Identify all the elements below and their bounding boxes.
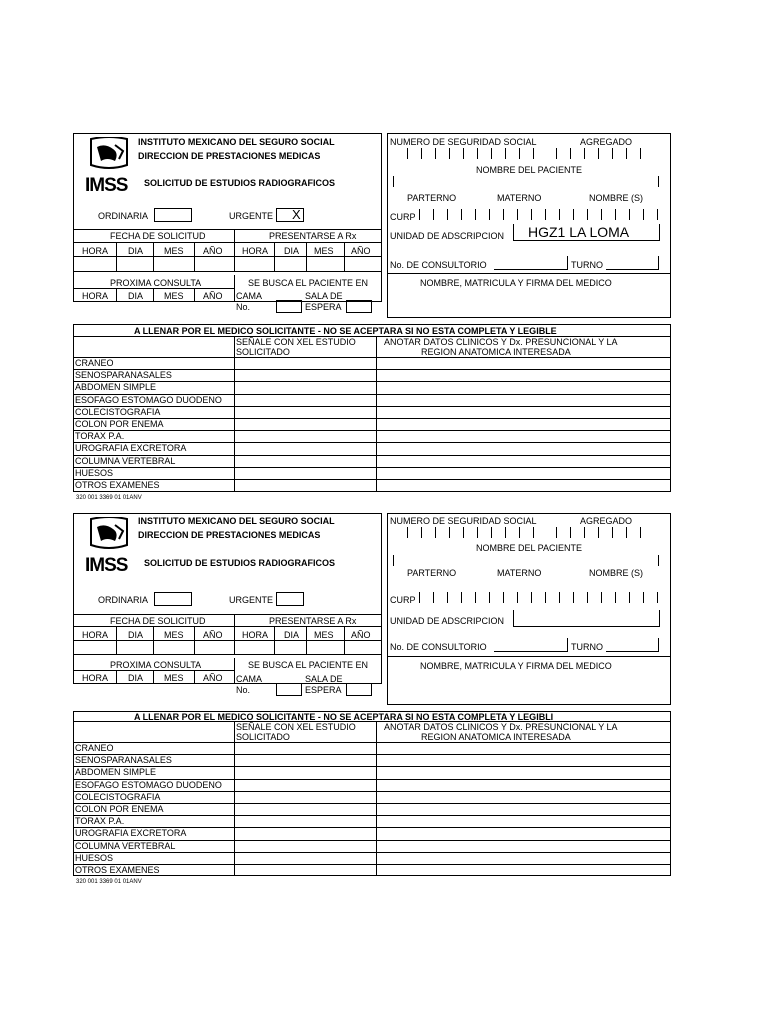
consultorio-input[interactable] — [494, 256, 568, 270]
nss-boxes[interactable] — [407, 527, 547, 538]
studies-col2-l2: SOLICITADO — [236, 732, 290, 742]
anio-label: AÑO — [203, 630, 223, 640]
study-label: COLECISTOGRAFIA — [75, 406, 161, 417]
study-label: ABDOMEN SIMPLE — [75, 767, 157, 778]
study-label: CRANEO — [75, 743, 114, 753]
studies-col3-l2: REGION ANATOMICA INTERESADA — [421, 347, 571, 357]
mes-label: MES — [314, 630, 334, 640]
materno-label: MATERNO — [497, 193, 542, 203]
study-label: COLECISTOGRAFIA — [75, 791, 161, 802]
cama-input[interactable] — [276, 300, 302, 313]
presentarse-label: PRESENTARSE A Rx — [269, 616, 357, 626]
logo-text: IMSS — [85, 175, 128, 196]
study-label: CRANEO — [75, 358, 114, 368]
cama-label: CAMA — [236, 674, 263, 684]
study-notes-cell[interactable] — [377, 742, 670, 754]
studies-col2-l2: SOLICITADO — [236, 347, 290, 357]
nss-label: NUMERO DE SEGURIDAD SOCIAL — [390, 137, 537, 147]
study-select-cell[interactable] — [235, 742, 376, 754]
sala-input[interactable] — [346, 300, 372, 313]
study-notes-cell[interactable] — [377, 357, 670, 369]
paterno-label: PARTERNO — [407, 193, 457, 203]
dia-label: DIA — [128, 673, 144, 683]
study-label: OTROS EXAMENES — [75, 480, 160, 490]
study-notes-cell[interactable] — [377, 779, 670, 791]
turno-label: TURNO — [571, 642, 603, 652]
form-title: SOLICITUD DE ESTUDIOS RADIOGRAFICOS — [144, 178, 336, 188]
no-label: No. — [236, 685, 251, 695]
curp-label: CURP — [390, 212, 416, 222]
form-code: 320 001 3369 01 01ANV — [76, 879, 142, 885]
study-label: TORAX P.A. — [75, 431, 125, 442]
presentarse-label: PRESENTARSE A Rx — [269, 231, 357, 241]
study-label: UROGRAFIA EXCRETORA — [75, 828, 187, 839]
hora-label: HORA — [82, 291, 109, 301]
study-label: TORAX P.A. — [75, 816, 125, 827]
study-select-cell[interactable] — [235, 803, 376, 815]
nombre-input[interactable] — [393, 176, 659, 187]
nombre-label: NOMBRE DEL PACIENTE — [476, 543, 583, 553]
study-notes-cell[interactable] — [377, 791, 670, 803]
study-select-cell[interactable] — [235, 864, 376, 876]
hora-label: HORA — [82, 673, 109, 683]
mes-label: MES — [164, 246, 184, 256]
direction-name: DIRECCION DE PRESTACIONES MEDICAS — [138, 151, 321, 161]
form-1 — [0, 0, 768, 501]
study-select-cell[interactable] — [235, 815, 376, 827]
consultorio-label: No. DE CONSULTORIO — [390, 642, 487, 652]
study-select-cell[interactable] — [235, 766, 376, 778]
urgente-label: URGENTE — [229, 211, 274, 221]
proxima-consulta-label: PROXIMA CONSULTA — [110, 278, 202, 288]
form-code: 320 001 3369 01 01ANV — [76, 495, 142, 501]
study-label: HUESOS — [75, 852, 114, 863]
fecha-solicitud-label: FECHA DE SOLICITUD — [110, 616, 206, 626]
studies-col3-l1: ANOTAR DATOS CLINICOS Y Dx. PRESUNCIONAL Y LA — [384, 337, 618, 347]
hora-label: HORA — [242, 246, 269, 256]
mes-label: MES — [164, 673, 184, 683]
fecha-solicitud-label: FECHA DE SOLICITUD — [110, 231, 206, 241]
study-select-cell[interactable] — [235, 840, 376, 852]
unidad-label: UNIDAD DE ADSCRIPCION — [390, 231, 505, 241]
study-notes-cell[interactable] — [377, 840, 670, 852]
unidad-value: HGZ1 LA LOMA — [528, 224, 630, 240]
study-label: OTROS EXAMENES — [75, 865, 160, 875]
institution-name: INSTITUTO MEXICANO DEL SEGURO SOCIAL — [138, 516, 335, 526]
unidad-input[interactable] — [513, 610, 660, 627]
studies-header: A LLENAR POR EL MEDICO SOLICITANTE - NO SE ACEPTARA SI NO ESTA COMPLETA Y LEGIBLE — [134, 326, 557, 336]
study-label: COLUMNA VERTEBRAL — [75, 840, 176, 851]
form-2 — [0, 380, 768, 885]
urgente-checkbox[interactable] — [276, 592, 304, 606]
busca-paciente-label: SE BUSCA EL PACIENTE EN — [248, 660, 369, 670]
cama-label: CAMA — [236, 291, 263, 301]
sala-label: SALA DE — [305, 291, 343, 301]
ordinaria-label: ORDINARIA — [98, 595, 149, 605]
dia-label: DIA — [284, 246, 300, 256]
proxima-consulta-label: PROXIMA CONSULTA — [110, 660, 202, 670]
unidad-label: UNIDAD DE ADSCRIPCION — [390, 616, 505, 626]
direction-name: DIRECCION DE PRESTACIONES MEDICAS — [138, 530, 321, 540]
medico-label: NOMBRE, MATRICULA Y FIRMA DEL MEDICO — [420, 278, 612, 288]
study-select-cell[interactable] — [235, 791, 376, 803]
nss-label: NUMERO DE SEGURIDAD SOCIAL — [390, 516, 537, 526]
study-select-cell[interactable] — [235, 852, 376, 864]
urgente-mark: X — [292, 207, 301, 222]
studies-col2-l1: SEÑALE CON XEL ESTUDIO — [236, 722, 356, 732]
nombre-input[interactable] — [393, 555, 659, 566]
study-label: COLON POR ENEMA — [75, 804, 164, 814]
ordinaria-label: ORDINARIA — [98, 211, 149, 221]
study-label: SENOSPARANASALES — [75, 370, 172, 381]
nombres-label: NOMBRE (S) — [589, 193, 643, 203]
studies-col3-l1: ANOTAR DATOS CLINICOS Y Dx. PRESUNCIONAL Y LA — [384, 722, 618, 732]
consultorio-label: No. DE CONSULTORIO — [390, 260, 487, 270]
paterno-label: PARTERNO — [407, 568, 457, 578]
form-title: SOLICITUD DE ESTUDIOS RADIOGRAFICOS — [144, 558, 336, 568]
study-notes-cell[interactable] — [377, 815, 670, 827]
dia-label: DIA — [128, 246, 144, 256]
turno-input[interactable] — [606, 256, 659, 270]
curp-boxes[interactable] — [419, 209, 671, 220]
espera-label: ESPERA — [305, 302, 342, 312]
materno-label: MATERNO — [497, 568, 542, 578]
study-label: ESOFAGO ESTOMAGO DUODENO — [75, 394, 222, 405]
dia-label: DIA — [128, 291, 144, 301]
agregado-label: AGREGADO — [580, 137, 633, 147]
agregado-label: AGREGADO — [580, 516, 633, 526]
agregado-boxes[interactable] — [556, 527, 654, 538]
anio-label: AÑO — [351, 246, 371, 256]
sala-input[interactable] — [346, 683, 372, 696]
urgente-checkbox[interactable] — [276, 208, 304, 222]
study-notes-cell[interactable] — [377, 803, 670, 815]
study-label: SENOSPARANASALES — [75, 755, 172, 766]
dia-label: DIA — [128, 630, 144, 640]
espera-label: ESPERA — [305, 685, 342, 695]
urgente-label: URGENTE — [229, 595, 274, 605]
nombre-label: NOMBRE DEL PACIENTE — [476, 165, 583, 175]
logo-text: IMSS — [85, 555, 128, 576]
studies-col3-l2: REGION ANATOMICA INTERESADA — [421, 732, 571, 742]
dia-label: DIA — [284, 630, 300, 640]
study-select-cell[interactable] — [235, 779, 376, 791]
hora-label: HORA — [82, 630, 109, 640]
agregado-boxes[interactable] — [556, 148, 654, 159]
busca-paciente-label: SE BUSCA EL PACIENTE EN — [248, 278, 369, 288]
patient-box — [387, 513, 671, 705]
consultorio-input[interactable] — [494, 638, 568, 652]
study-label: UROGRAFIA EXCRETORA — [75, 443, 187, 454]
sala-label: SALA DE — [305, 674, 343, 684]
study-notes-cell[interactable] — [377, 852, 670, 864]
anio-label: AÑO — [351, 630, 371, 640]
mes-label: MES — [164, 291, 184, 301]
anio-label: AÑO — [203, 673, 223, 683]
ordinaria-checkbox[interactable] — [154, 592, 192, 606]
studies-col2-l1: SEÑALE CON XEL ESTUDIO — [236, 337, 356, 347]
turno-label: TURNO — [571, 260, 603, 270]
anio-label: AÑO — [203, 291, 223, 301]
study-select-cell[interactable] — [235, 754, 376, 766]
study-select-cell[interactable] — [235, 827, 376, 839]
curp-boxes[interactable] — [419, 592, 671, 603]
study-label: HUESOS — [75, 467, 114, 478]
study-notes-cell[interactable] — [377, 766, 670, 778]
mes-label: MES — [314, 246, 334, 256]
no-label: No. — [236, 302, 251, 312]
medico-label: NOMBRE, MATRICULA Y FIRMA DEL MEDICO — [420, 661, 612, 671]
study-select-cell[interactable] — [235, 357, 376, 369]
nss-boxes[interactable] — [407, 148, 547, 159]
nombres-label: NOMBRE (S) — [589, 568, 643, 578]
study-label: ABDOMEN SIMPLE — [75, 382, 157, 393]
studies-header: A LLENAR POR EL MEDICO SOLICITANTE - NO SE ACEPTARA SI NO ESTA COMPLETA Y LEGIBLI — [134, 712, 554, 722]
study-label: COLUMNA VERTEBRAL — [75, 455, 176, 466]
anio-label: AÑO — [203, 246, 223, 256]
ordinaria-checkbox[interactable] — [154, 208, 192, 222]
hora-label: HORA — [242, 630, 269, 640]
hora-label: HORA — [82, 246, 109, 256]
turno-input[interactable] — [606, 638, 659, 652]
institution-name: INSTITUTO MEXICANO DEL SEGURO SOCIAL — [138, 137, 335, 147]
study-label: COLON POR ENEMA — [75, 419, 164, 429]
study-notes-cell[interactable] — [377, 754, 670, 766]
cama-input[interactable] — [276, 683, 302, 696]
study-label: ESOFAGO ESTOMAGO DUODENO — [75, 779, 222, 790]
study-notes-cell[interactable] — [377, 864, 670, 876]
curp-label: CURP — [390, 595, 416, 605]
mes-label: MES — [164, 630, 184, 640]
study-notes-cell[interactable] — [377, 827, 670, 839]
